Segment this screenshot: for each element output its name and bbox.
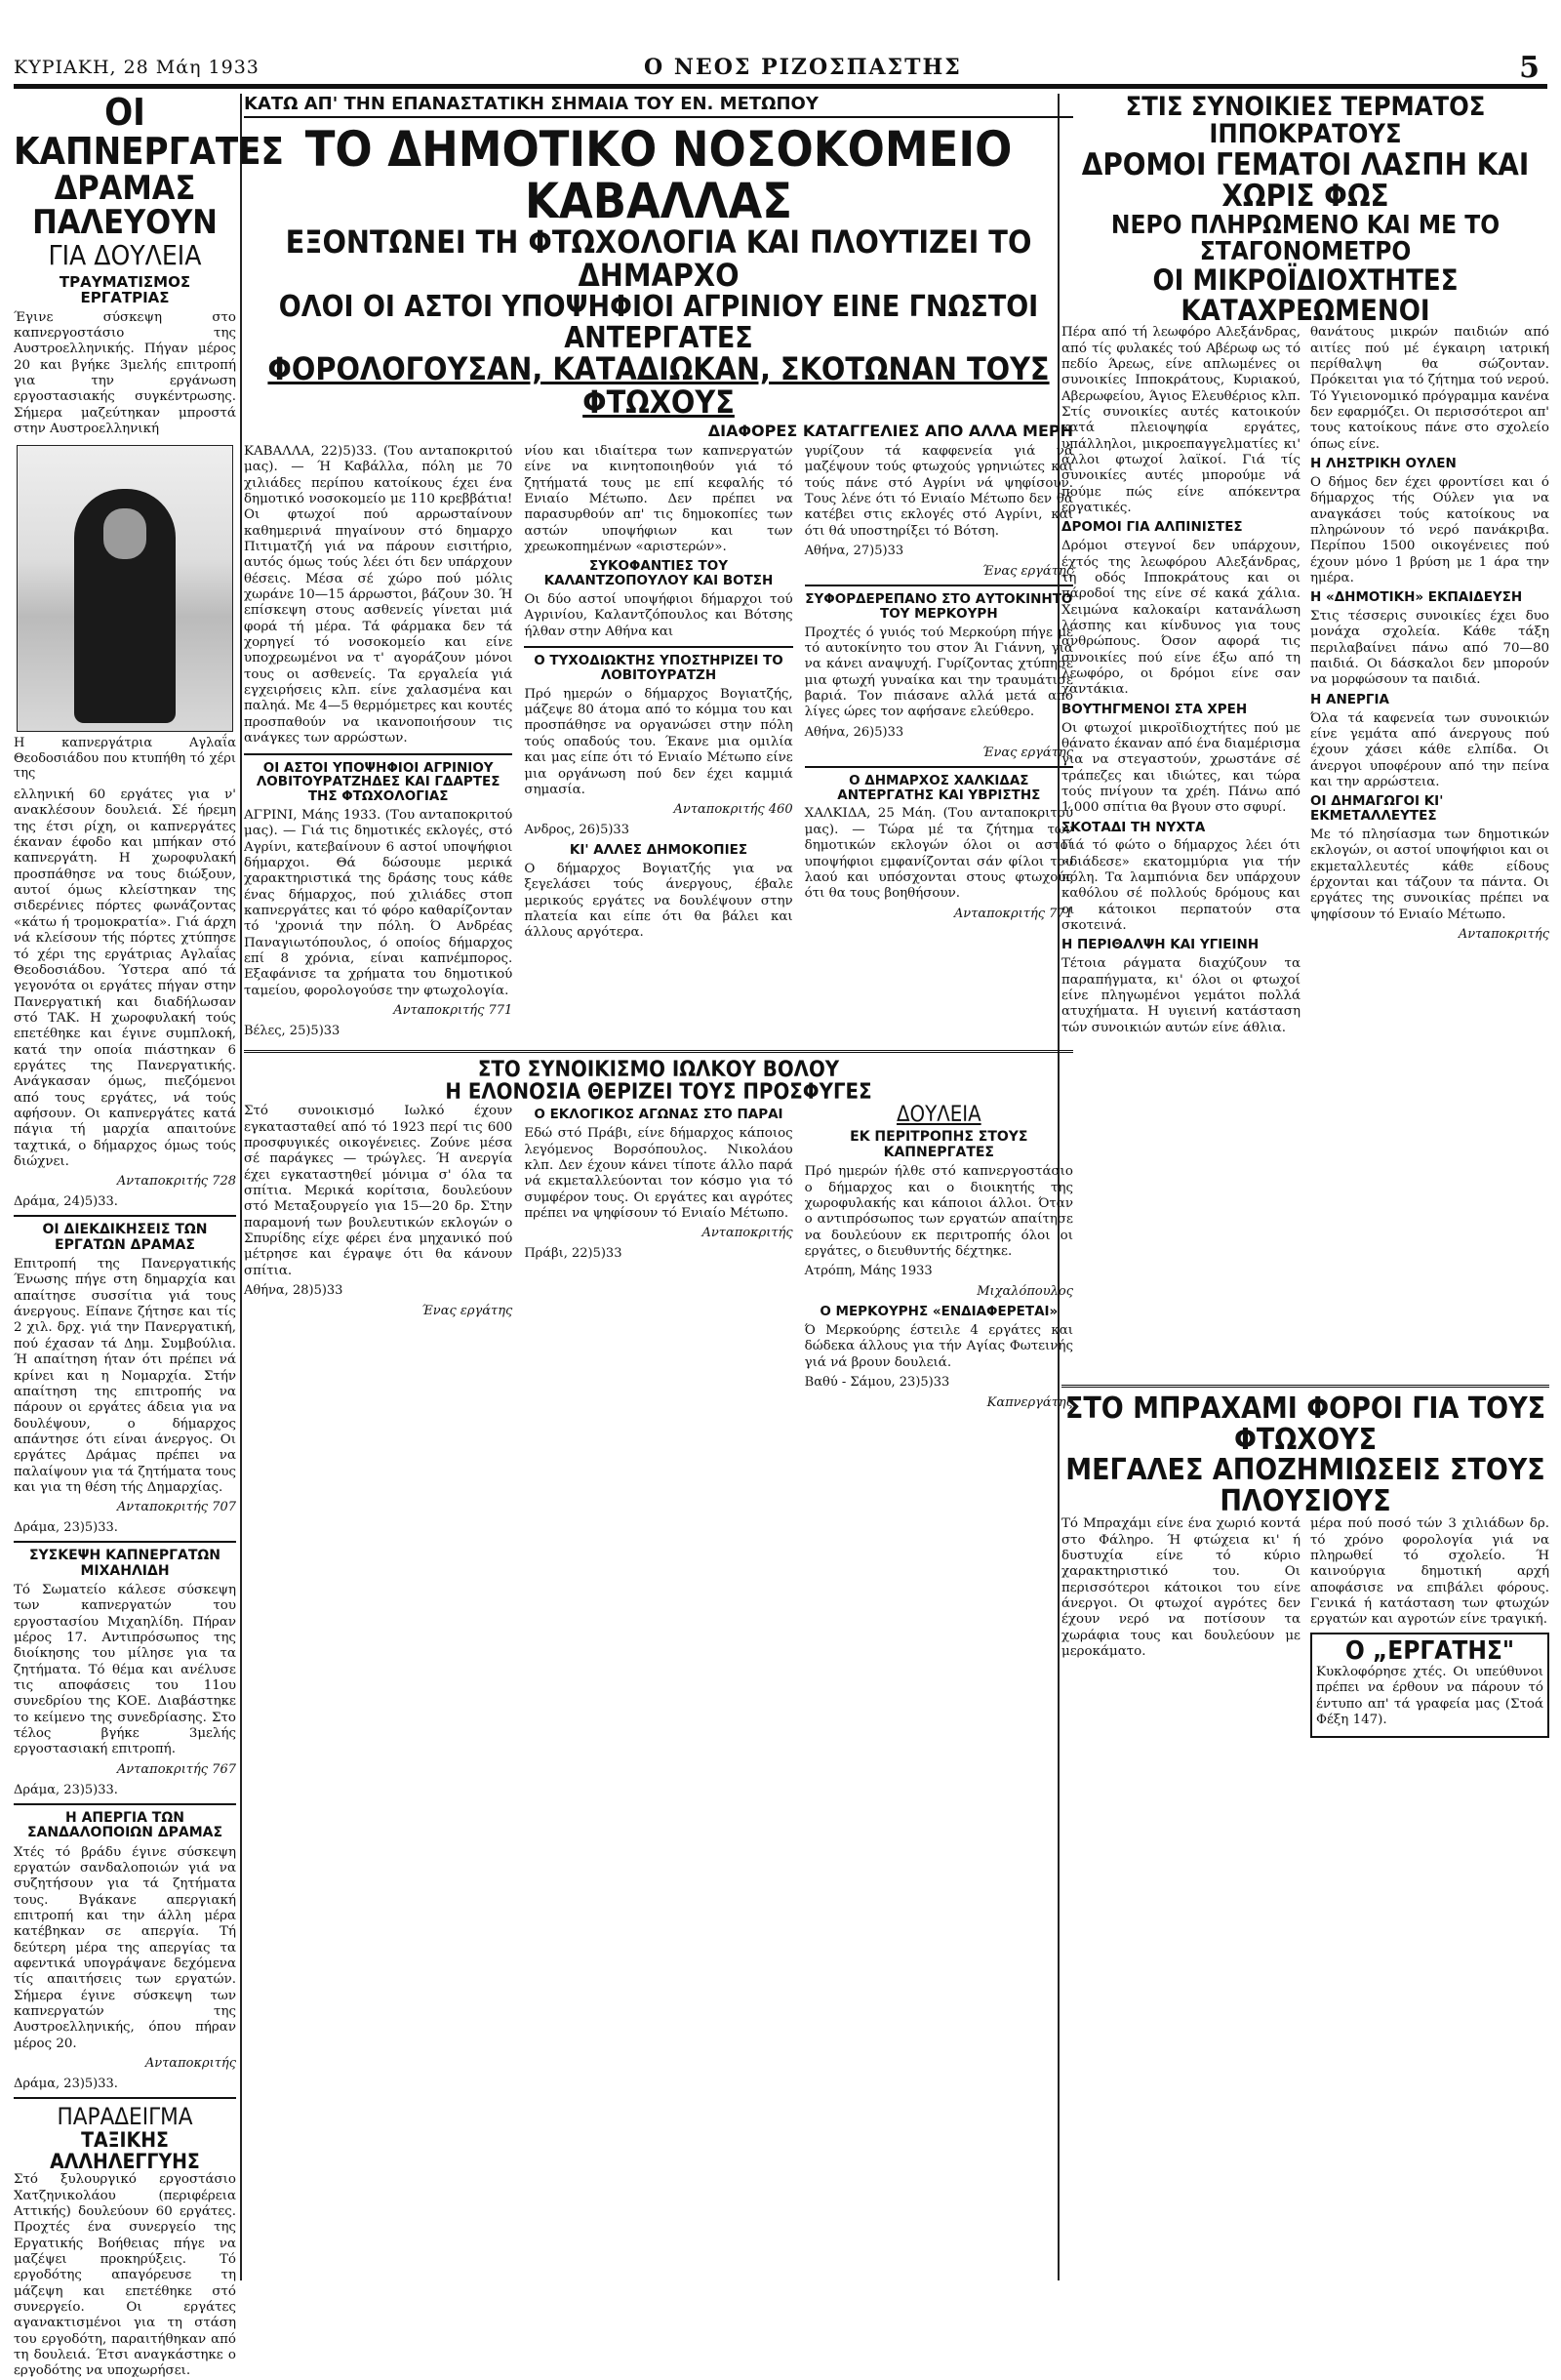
photo-face bbox=[103, 508, 146, 559]
article-text: ελληνική 60 εργάτες για ν' ανακλέσουν δουλειά. Σέ ήρεμη της έτσι ρίχη, οι καπνεργάτες έκαναν έφοδο και μπήκαν στό καπνεργάτη. Η χωροφυλακή προσπάθησε να τους διώξουν, αυτοί όμως κλείστηκαν της σιδερένιες πόρτες φωνάζοντας «κάτω ή τρομοκρατία». Γιά άρχη νά κλείσουν τής πόρτες χτύπησε τό χέρι της εργάτριας Αγλαΐας Θεοδοσιάδου. Ύστερα από τά γεγονότα οι εργάτες πήγαν στην Πανεργατική και διαδήλωσαν στό ΤΑΚ. Η χωροφυλακή τούς επετέθηκε και έγινε συμπλοκή, κατά την οποία πιάστηκαν 6 εργάτες της Πανεργατικής. Ανάγκασαν όμως, πιεζόμενοι από τους εργάτες, νά τούς αφήσουν. Οι καπνεργάτες κατά πάγια τή μαρχία απαιτούνε ταχτικά, ο δήμαρχος όμως τούς διώχνει. bbox=[14, 787, 236, 1169]
text-column bbox=[524, 1104, 792, 1416]
headline: ΝΕΡΟ ΠΛΗΡΩΜΕΝΟ ΚΑΙ ΜΕ ΤΟ ΣΤΑΓΟΝΟΜΕΤΡΟ bbox=[1110, 210, 1501, 267]
text-column bbox=[244, 1104, 512, 1416]
dateline: Αθήνα, 28)5)33 bbox=[244, 1283, 343, 1299]
signature: Ένας εργάτης bbox=[981, 745, 1073, 760]
article-text: Στις τέσσερις συνοικίες έχει δυο μονάχα σχολεία. Κάθε τάξη περιλαβαίνει πάνω από 70—80 παιδιά. Οι δάσκαλοι δεν μπορούν να μορφώσουν τα παιδιά. bbox=[1310, 609, 1549, 688]
subheadline: Η ΑΠΕΡΓΙΑ ΤΩΝ ΣΑΝΔΑΛΟΠΟΙΩΝ ΔΡΑΜΑΣ bbox=[26, 1809, 223, 1841]
center-text-columns bbox=[244, 444, 1073, 1044]
subheadline: ΟΙ ΔΙΕΚΔΙΚΗΣΕΙΣ ΤΩΝ ΕΡΓΑΤΩΝ ΔΡΑΜΑΣ bbox=[42, 1222, 208, 1253]
subheadline: Η «ΔΗΜΟΤΙΚΗ» ΕΚΠΑΙΔΕΥΣΗ bbox=[1310, 589, 1523, 606]
headline: ΤΟ ΔΗΜΟΤΙΚΟ ΝΟΣΟΚΟΜΕΙΟ ΚΑΒΑΛΛΑΣ bbox=[304, 121, 1013, 229]
article-text: Δρόμοι στεγνοί δεν υπάρχουν, έχτός της λεωφόρου Αλεξάνδρας, τή οδός Ιπποκράτους και οι πάροδοί της είνε σέ κακά χάλια. Χειμώνα καλοκαίρι κατανάλωση λάσπης και κίνδυνος για τους ανθρώπους. Όσον αφορά τις συνοικίες πού είνε έξω από τη λεωφόρο, οι δρόμοι είνε σαν χαντάκια. bbox=[1061, 539, 1301, 698]
masthead bbox=[0, 51, 1561, 90]
subheadline: Ο ΔΗΜΑΡΧΟΣ ΧΑΛΚΙΔΑΣ ΑΝΤΕΡΓΑΤΗΣ ΚΑΙ ΥΒΡΙΣΤΗΣ bbox=[837, 772, 1041, 803]
article-text: Με τό πλησίασμα των δημοτικών εκλογών, οι αστοί υποψήφιοι και οι εκμεταλλευτές κάθε είδους έρχονται και τάζουν τα πάντα. Οι εργάτες της συνοικίας πρέπει να ψηφίσουν τό Ενιαίο Μέτωπο. bbox=[1310, 827, 1549, 922]
worker-photo bbox=[17, 445, 233, 732]
subheadline: ΕΚ ΠΕΡΙΤΡΟΠΗΣ ΣΤΟΥΣ ΚΑΠΝΕΡΓΑΤΕΣ bbox=[850, 1129, 1028, 1160]
masthead-rule bbox=[14, 84, 1547, 89]
headline: ΣΤΙΣ ΣΥΝΟΙΚΙΕΣ ΤΕΡΜΑΤΟΣ ΙΠΠΟΚΡΑΤΟΥΣ bbox=[1125, 92, 1486, 150]
subheadline: ΤΡΑΥΜΑΤΙΣΜΟΣ ΕΡΓΑΤΡΙΑΣ bbox=[59, 272, 191, 307]
article-text: Χτές τό βράδυ έγινε σύσκεψη εργατών σανδαλοποιών γιά να συζητήσουν για τά ζητήματα τους. Βγάκανε απεργιακή επιτροπή και την άλλη μέρα κατέβηκαν σε απεργία. Τή δεύτερη μέρα της απεργίας τα αφεντικά υπογράψανε δεχόμενα τίς απαιτήσεις των εργατών. Σήμερα έγινε σύσκεψη των καπνεργατών της Αυστροελληνικής, όπου πήραν μέρος 20. bbox=[14, 1844, 236, 2051]
divider bbox=[805, 766, 1073, 768]
article-text: Στό ξυλουργικό εργοστάσιο Χατζηνικολάου (περιφέρεια Αττικής) δουλεύουν 60 εργάτες. Προχτές ένα συνεργείο της Εργατικής Βοήθειας πήγε να μαζέψει προκηρύξεις. Τό εργοδότης απαγόρευσε τη μάζεψη και επετέθηκε στό συνεργείο. Οι εργάτες αγανακτισμένοι για τη στάση του εργοδότη, παραιτήθηκαν από τη δουλειά. Έτσι αναγκάστηκε ο εργοδότης να υποχωρήσει. bbox=[14, 2172, 236, 2379]
signature: Μιχαλόπουλος bbox=[977, 1284, 1073, 1300]
subheadline: ΣΥΚΟΦΑΝΤΙΕΣ ΤΟΥ ΚΑΛΑΝΤΖΟΠΟΥΛΟΥ ΚΑΙ ΒΟΤΣΗ bbox=[543, 558, 774, 589]
signature: Ανταποκριτής 728 bbox=[116, 1174, 236, 1190]
column-rule bbox=[240, 94, 242, 2280]
signature: Ανταποκριτής 771 bbox=[393, 1003, 513, 1019]
divider bbox=[14, 2097, 236, 2099]
headline: ΔΡΟΜΟΙ ΓΕΜΑΤΟΙ ΛΑΣΠΗ ΚΑΙ ΧΩΡΙΣ ΦΩΣ bbox=[1081, 146, 1530, 215]
article-text: γυρίζουν τά καφφενεία γιά νά μαζέψουν τούς φτωχούς γρηνιώτες και τούς πάνε στό Αγρίνι νά ψηφίσουν. Τους λένε ότι τό Ενιαίο Μέτωπο δεν θά κατέβει στις εκλογές στό Αγρίνι, και ότι θά υποστηρίξει τό Βότση. bbox=[804, 443, 1073, 539]
divider bbox=[14, 1803, 236, 1805]
signature: Ανταποκριτής bbox=[701, 1226, 793, 1241]
dateline: Ανδρος, 26)5)33 bbox=[524, 823, 629, 838]
article-text: Πρό ημερών ήλθε στό καπνεργοστάσιο ο δήμαρχος και ο διοικητής της χωροφυλακής και κάποιοι άλλοι. Όταν ο αντιπρόσωπος των εργατών απαίτησε να δουλεύουν εκ περιτροπής όλοι οι εργάτες, ο διευθυντής δέχτηκε. bbox=[804, 1164, 1073, 1259]
article-text: Οι φτωχοί μικροϊδιοχτήτες πού με θάνατο έκαναν από ένα διαμέρισμα για να στεγαστούν, χρωστάνε σέ τράπεζες και ιδιώτες, και τώρα τούς πνίγουν τα χρέη. Πάνω από 1.000 σπίτια θα βγουν στο σφυρί. bbox=[1061, 720, 1301, 816]
divider bbox=[14, 1541, 236, 1543]
subheadline: Ο ΕΚΛΟΓΙΚΟΣ ΑΓΩΝΑΣ ΣΤΟ ΠΑΡΑΙ bbox=[534, 1107, 783, 1123]
article-text: θανάτους μικρών παιδιών από αιτίες πού μέ έγκαιρη ιατρική περίθαλψη θα σώζονταν. Πρόκειται για τό ζήτημα τού νερού. Τό Υγιειονομικό πρόγραμμα κανένα δεν εφαρμόζει. Οι περισσότεροι απ' τους κατοίκους πάνε στο σχολείο όπως είνε. bbox=[1310, 325, 1549, 452]
issue-date: ΚΥΡΙΑΚΗ, 28 Μάη 1933 bbox=[14, 57, 260, 78]
subheadline: ΟΙ ΑΣΤΟΙ ΥΠΟΨΗΦΙΟΙ ΑΓΡΙΝΙΟΥ ΛΟΒΙΤΟΥΡΑΤΖΗΔΕΣ ΚΑΙ ΓΔΑΡΤΕΣ ΤΗΣ ΦΤΩΧΟΛΟΓΙΑΣ bbox=[256, 759, 500, 805]
divider bbox=[1061, 1385, 1549, 1388]
dateline: Ατρόπη, Μάης 1933 bbox=[804, 1264, 933, 1279]
article-text: Γιά τό φώτο ο δήμαρχος λέει ότι «διάδεσε» εκατομμύρια για τήν πόλη. Τα λαμπιόνια δεν υπάρχουν καθόλου σέ πολλούς δρόμους και οι κάτοικοι περπατούν στα σκοτεινά. bbox=[1061, 838, 1301, 934]
signature: Ανταποκριτής bbox=[1458, 927, 1549, 943]
headline: ΜΕΓΑΛΕΣ ΑΠΟΖΗΜΙΩΣΕΙΣ ΣΤΟΥΣ ΠΛΟΥΣΙΟΥΣ bbox=[1065, 1453, 1545, 1518]
divider bbox=[524, 646, 792, 648]
headline: ΠΑΡΑΔΕΙΓΜΑ bbox=[57, 2103, 193, 2131]
dateline: Δράμα, 23)5)33. bbox=[14, 1782, 118, 1797]
article-text: Πρό ημερών ο δήμαρχος Βογιατζής, μάζεψε 80 άτομα από το κόμμα του και προσπάθησε να οργανώσει στην πόλη τούς οπαδούς του. Έκανε μια ομιλία και μας είπε ότι τό Ενιαίο Μέτωπο είνε μια οργάνωση πού δεν έχει καμμιά σημασία. bbox=[524, 686, 793, 797]
right-text-columns bbox=[1061, 1516, 1549, 1738]
signature: Ανταποκριτής 767 bbox=[116, 1761, 236, 1777]
headline: ΣΤΟ ΜΠΡΑΧΑΜΙ ΦΟΡΟΙ ΓΙΑ ΤΟΥΣ ΦΤΩΧΟΥΣ bbox=[1064, 1392, 1546, 1457]
divider bbox=[14, 1215, 236, 1217]
ergatis-box bbox=[1310, 1633, 1549, 1739]
right-text-columns bbox=[1061, 325, 1549, 1379]
dateline: Δράμα, 24)5)33. bbox=[14, 1194, 118, 1210]
dateline: Πράβι, 22)5)33 bbox=[524, 1246, 622, 1262]
headline: ΣΤΟ ΣΥΝΟΙΚΙΣΜΟ ΙΩΛΚΟΥ ΒΟΛΟΥ bbox=[477, 1058, 840, 1083]
headline: ΤΑΞΙΚΗΣ ΑΛΛΗΛΕΓΓΥΗΣ bbox=[50, 2128, 200, 2174]
article-text: Οι δύο αστοί υποψήφιοι δήμαρχοι τού Αγρινίου, Καλαντζόπουλος και Βότσης ήλθαν στην Αθήνα και bbox=[524, 592, 793, 639]
page-number: 5 bbox=[1519, 51, 1540, 85]
subheadline: ΔΡΟΜΟΙ ΓΙΑ ΑΛΠΙΝΙΣΤΕΣ bbox=[1061, 519, 1243, 536]
headline: Ο „ΕΡΓΑΤΗΣ" bbox=[1344, 1635, 1515, 1666]
dateline: Δράμα, 23)5)33. bbox=[14, 2077, 118, 2092]
article-text: Ο δήμαρχος Βογιατζής για να ξεγελάσει τούς άνεργους, έβαλε μερικούς εργάτες να δουλέψουν στην πλατεία και είπε ότι θα βάλει και άλλους αργότερα. bbox=[524, 862, 793, 941]
kicker: ΚΑΤΩ ΑΠ' ΤΗΝ ΕΠΑΝΑΣΤΑΤΙΚΗ ΣΗΜΑΙΑ ΤΟΥ ΕΝ. ΜΕΤΩΠΟΥ bbox=[244, 94, 1073, 118]
subheadline: ΣΥΣΚΕΨΗ ΚΑΠΝΕΡΓΑΤΩΝ ΜΙΧΑΗΛΙΔΗ bbox=[28, 1548, 221, 1579]
article-text: Όλα τά καφενεία των συνοικιών είνε γεμάτα από άνεργους πού έχουν χάσει κάθε ελπίδα. Οι άνεργοι υποφέρουν από την πείνα και την αρρώστεια. bbox=[1310, 710, 1549, 790]
text-column bbox=[1061, 325, 1301, 1379]
signature: Ανταποκριτής 771 bbox=[953, 906, 1073, 921]
text-column bbox=[1310, 325, 1549, 1379]
dateline: Βέλες, 25)5)33 bbox=[244, 1024, 340, 1039]
center-column bbox=[244, 94, 1073, 2280]
text-column bbox=[1310, 1516, 1549, 1738]
article-text: Έγινε σύσκεψη στο καπνεργοστάσιο της Αυστροελληνικής. Πήγαν μέρος 20 και βγήκε 3μελής επιτροπή για την εργάνωση εργοστασιακής συγκέντρωσης. Σήμερα μαζεύτηκαν μπροστά στην Αυστροελληνική bbox=[14, 309, 236, 436]
dateline: Δράμα, 23)5)33. bbox=[14, 1520, 118, 1536]
subheadline: Η ΛΗΣΤΡΙΚΗ ΟΥΛΕΝ bbox=[1310, 456, 1457, 471]
right-column bbox=[1061, 94, 1549, 2280]
headline: ΔΟΥΛΕΙΑ bbox=[897, 1103, 981, 1128]
text-column bbox=[805, 444, 1073, 1044]
subheadline: ΣΚΟΤΑΔΙ ΤΗ ΝΥΧΤΑ bbox=[1061, 819, 1206, 835]
divider bbox=[244, 1050, 1073, 1053]
article-text: Κυκλοφόρησε χτές. Οι υπεύθυνοι πρέπει να έρθουν να πάρουν τό έντυπο απ' τά γραφεία μας (Στοά Φέξη 147). bbox=[1316, 1664, 1543, 1727]
headline: ΦΟΡΟΛΟΓΟΥΣΑΝ, ΚΑΤΑΔΙΩΚΑΝ, ΣΚΟΤΩΝΑΝ ΤΟΥΣ ΦΤΩΧΟΥΣ bbox=[267, 350, 1050, 421]
signature: Ανταποκριτής 460 bbox=[673, 802, 793, 818]
signature: Καπνεργάτης bbox=[986, 1395, 1073, 1411]
dateline: Αθήνα, 27)5)33 bbox=[804, 544, 904, 559]
subheadline: ΔΙΑΦΟΡΕΣ ΚΑΤΑΓΓΕΛΙΕΣ ΑΠΟ ΑΛΛΑ ΜΕΡΗ bbox=[707, 422, 1073, 441]
text-column bbox=[524, 444, 792, 1044]
article-text: Τό Σωματείο κάλεσε σύσκεψη των καπνεργατών του εργοστασίου Μιχαηλίδη. Πήραν μέρος 17. Αντιπρόσωπος της διοίκησης του μίλησε για τα ζητήματα. Τό θέμα και ανέλυσε τις αποφάσεις του 11ου συνεδρίου της ΚΟΕ. Διαβάστηκε το κείμενο της συνεδρίασης. Στο τέλος βγήκε 3μελής εργοστασιακή επιτροπή. bbox=[14, 1583, 236, 1757]
headline: Η ΕΛΟΝΟΣΙΑ ΘΕΡΙΖΕΙ ΤΟΥΣ ΠΡΟΣΦΥΓΕΣ bbox=[445, 1080, 872, 1106]
signature: Ανταποκριτής bbox=[144, 2056, 236, 2072]
subheadline: Ο ΤΥΧΟΔΙΩΚΤΗΣ ΥΠΟΣΤΗΡΙΖΕΙ ΤΟ ΛΟΒΙΤΟΥΡΑΤΖΗ bbox=[534, 653, 783, 683]
headline: ΕΞΟΝΤΩΝΕΙ ΤΗ ΦΤΩΧΟΛΟΓΙΑ ΚΑΙ ΠΛΟΥΤΙΖΕΙ ΤΟ ΔΗΜΑΡΧΟ bbox=[285, 223, 1032, 294]
article-text: Πέρα από τή λεωφόρο Αλεξάνδρας, από τίς φυλακές τού Αβέρωφ ως τό πεδίο Άρεως, είνε απλωμένες οι συνοικίες Ιπποκράτους, Κυριακού, Αβερωφείου, Άγιος Ελευθέριος κλπ. Στίς συνοικίες αυτές κατοικούν κατά πλειοψηφία εργάτες, υπάλληλοι, μικροεπαγγελματίες κι' άλλοι φτωχοί λαϊκοί. Γιά τίς συνοικίες αυτές μπορούμε νά πούμε πώς είνε απόκεντρα εργατικές. bbox=[1061, 325, 1301, 516]
subheadline: Η ΠΕΡΙΘΑΛΨΗ ΚΑΙ ΥΓΙΕΙΝΗ bbox=[1061, 937, 1260, 953]
headline: ΟΙ ΜΙΚΡΟΪΔΙΟΧΤΗΤΕΣ ΚΑΤΑΧΡΕΩΜΕΝΟΙ bbox=[1152, 263, 1459, 327]
subheadline: Ο ΜΕΡΚΟΥΡΗΣ «ΕΝΔΙΑΦΕΡΕΤΑΙ» bbox=[820, 1304, 1059, 1320]
subheadline: ΒΟΥΤΗΓΜΕΝΟΙ ΣΤΑ ΧΡΕΗ bbox=[1061, 701, 1248, 717]
signature: Ανταποκριτής 707 bbox=[116, 1500, 236, 1515]
article-text: μέρα πού ποσό τών 3 χιλιάδων δρ. τό χρόνο φορολογία γιά να πληρωθεί τό σχολείο. Ή καινούργια δημοτική αρχή αποφάσισε να επιβάλει φόρους. Γενικά ή κατάσταση των φτωχών εργατών και αγροτών είνε τραγική. bbox=[1310, 1516, 1549, 1628]
headline: ΟΛΟΙ ΟΙ ΑΣΤΟΙ ΥΠΟΨΗΦΙΟΙ ΑΓΡΙΝΙΟΥ ΕΙΝΕ ΓΝΩΣΤΟΙ ΑΝΤΕΡΓΑΤΕΣ bbox=[278, 290, 1039, 355]
signature: Ένας εργάτης bbox=[421, 1304, 513, 1319]
article-text: ΚΑΒΑΛΛΑ, 22)5)33. (Του ανταποκριτού μας). — Ή Καβάλλα, πόλη με 70 χιλιάδες περίπου κατοίκους έχει ένα δημοτικό νοσοκομείο με 110 κρεββάτια! Οι φτωχοί πού αρρωσταίνουν καθημερινά πηγαίνουν στό δημαρχο Πιτιματζή γιά να πάρουν εισιτήριο, αυτός όμως τούς λέει ότι δεν υπάρχουν θέσεις. Μέσα σέ χώρο πού μόλις χωράνε 10—15 άρρωστοι, βάζουν 30. Ή επίσκεψη στους ασθενείς γίνεται μιά φορά τή μέρα. Τά φάρμακα δεν τά χορηγεί τό νοσοκομείο και είνε υποχρεωμένοι να τ' αγοράζουν μόνοι τους οι ασθενείς. Τα εργαλεία γιά εγχειρήσεις κλπ. είνε χαλασμένα και παληά. Με 4—5 θερμόμετρες και κουτές προσπαθούν να ικανοποιήσουν τις ανάγκες των αρρώστων. bbox=[244, 443, 513, 746]
divider bbox=[244, 753, 512, 755]
article-text: Τό Μπραχάμι είνε ένα χωριό κοντά στο Φάληρο. Ή φτώχεια κι' ή δυστυχία είνε τό κύριο χαρακτηριστικό του. Οι περισσότεροι κάτοικοι του είνε άνεργοι. Οι φτωχοί αγρότες δεν έχουν νερό να ποτίσουν τα χωράφια τους και δουλεύουν με μεροκάματο. bbox=[1061, 1516, 1301, 1659]
headline: ΓΙΑ ΔΟΥΛΕΙΑ bbox=[48, 239, 202, 272]
newspaper-title: Ο ΝΕΟΣ ΡΙΖΟΣΠΑΣΤΗΣ bbox=[644, 55, 962, 80]
subheadline: ΣΥΦΟΡΔΕΡΕΠΑΝΟ ΣΤΟ ΑΥΤΟΚΙΝΗΤΟ ΤΟΥ ΜΕΡΚΟΥΡΗ bbox=[805, 591, 1073, 622]
dateline: Βαθύ - Σάμου, 23)5)33 bbox=[804, 1375, 950, 1391]
article-text: Ό Μερκούρης έστειλε 4 εργάτες και δώδεκα άλλους για τήν Αγίας Φωτεινής γιά νά βρουν δουλειά. bbox=[804, 1323, 1073, 1370]
text-column bbox=[1061, 1516, 1301, 1738]
center-text-columns bbox=[244, 1104, 1073, 1416]
signature: Ένας εργάτης bbox=[981, 564, 1073, 580]
text-column bbox=[244, 444, 512, 1044]
left-column bbox=[14, 91, 284, 2379]
dateline: Αθήνα, 26)5)33 bbox=[804, 724, 904, 740]
headline: ΟΙ ΚΑΠΝΕΡΓΑΤΕΣ bbox=[14, 91, 284, 173]
article-text: Επιτροπή της Πανεργατικής Ένωσης πήγε στη δημαρχία και απαίτησε συσσίτια γιά τους άνεργους. Είπανε ζήτησε και τίς 2 χιλ. δρχ. γιά την Πανεργατική, πού έχασαν τά Δημ. Συμβούλια. Ή απαίτηση ήταν ότι πρέπει νά κρίνει και η Νομαρχία. Στήν απαίτηση της επιτροπής να πάρουν οι εργάτες άδεια για να δουλέψουν, ο δήμαρχος απάντησε ότι είναι άνεργος. Οι εργάτες Δράμας πρέπει να παλαίψουν για τά ζητήματα τους και για τη θέση τής Δημαρχίας. bbox=[14, 1257, 236, 1495]
subheadline: Η ΑΝΕΡΓΙΑ bbox=[1310, 691, 1389, 707]
article-text: Εδώ στό Πράβι, είνε δήμαρχος κάποιος λεγόμενος Βορσόπουλος. Νικολάου κλπ. Δεν έχουν κάνει τίποτε άλλο παρά νά εκμεταλλεύονται τον κόσμο για τό συμφέρον τους. Οι εργάτες και αγρότες πρέπει να ψηφίσουν τό Ενιαίο Μέτωπο. bbox=[524, 1126, 793, 1221]
article-text: νίου και ιδιαίτερα των καπνεργατών είνε να κινητοποιηθούν γιά τό ζητήματά τους με επί κεφαλής τό Ενιαίο Μέτωπο. Δεν πρέπει να παρασυρθούν απ' τις δημοκοπίες των αστών υποψήφιων και των χρεωκοπημένων «αριστερών». bbox=[524, 443, 793, 555]
article-text: Τέτοια ράγματα διαχύζουν τα παραπήγματα, κι' όλοι οι φτωχοί είνε πληγωμένοι γεμάτοι πολλά ατυχήματα. Η υγιεινή κατάσταση τών συνοικιών αυτών είνε άθλια. bbox=[1061, 956, 1301, 1035]
subheadline: ΚΙ' ΑΛΛΕΣ ΔΗΜΟΚΟΠΙΕΣ bbox=[569, 842, 748, 859]
subheadline: ΟΙ ΔΗΜΑΓΩΓΟΙ ΚΙ' ΕΚΜΕΤΑΛΛΕΥΤΕΣ bbox=[1310, 793, 1444, 825]
article-text: Προχτές ό γυιός τού Μερκούρη πήγε με τό αυτοκίνητο του στον Άι Γιάννη, για να κάνει αναψυχή. Γυρίζοντας χτύπησε μια φτωχή γυναίκα και την τραυμάτισε βαριά. Τον πιάσανε αλλά μετά από λίγες ώρες τον αφήσανε ελεύθερο. bbox=[804, 625, 1073, 720]
article-text: Ο δήμος δεν έχει φροντίσει και ό δήμαρχος τής Ούλεν για να αναγκάσει τούς κατοίκους να πληρώνουν τό νερό πανάκριβα. Περίπου 1500 οικογένειες πού έχουν μόνο 1 βρύση με 1 άρα την ημέρα. bbox=[1310, 474, 1549, 585]
article-text: ΧΑΛΚΙΔΑ, 25 Μάη. (Του ανταποκριτού μας). — Τώρα μέ τα ζήτημα των δημοτικών εκλογών όλοι οι αστοί υποψήφιοι εμφανίζονται σάν φίλοι του λαού και υπόσχονται στους φτωχούς ότι θα τους βοηθήσουν. bbox=[804, 806, 1073, 902]
photo-caption: Η καπνεργάτρια Αγλαΐα Θεοδοσιάδου που κτυπήθη τό χέρι της bbox=[14, 736, 236, 782]
divider bbox=[805, 585, 1073, 586]
headline: ΔΡΑΜΑΣ ΠΑΛΕΥΟΥΝ bbox=[32, 168, 218, 243]
article-text: Στό συνοικισμό Ιωλκό έχουν εγκατασταθεί από τό 1923 περί τις 600 προσφυγικές οικογένειες. Ζούνε μέσα σέ παράγκες — τρώγλες. Ή ανεργία έχει εγκαταστηθεί μόνιμα σ' όλα τα σπίτια. Μερικά κορίτσια, δουλεύουν στό Μεταξουργείο για 15—20 δρ. Στην παραμονή των βουλευτικών εκλογών ο Σπυρίδης είχε φέρει ένα μηχανικό πού μέτρησε και έγραψε ότι θα κάνουν σπίτια. bbox=[244, 1104, 513, 1278]
text-column bbox=[805, 1104, 1073, 1416]
article-text: ΑΓΡΙΝΙ, Μάης 1933. (Του ανταποκριτού μας). — Γιά τις δημοτικές εκλογές, στό Αγρίνι, κατεβαίνουν 6 αστοί υποψήφιοι δήμαρχοι. Θά δώσουμε μερικά χαρακτηριστικά της δράσης τους κάθε ένας δήμαρχος, πού χιλιάδες στοπ καπνεργάτες και τό φόρο καθαρίζονταν τό 'χρονιά την πόλη. Ό Ανδρέας Παναγιωτόπουλος, ό οποίος δήμαρχος επί 8 χρόνια, είναι καπνέμπορος. Εξαφάνισε τα χρήματα του δημοτικού ταμείου, φορολογούσε την φτωχολογία. bbox=[244, 808, 513, 998]
